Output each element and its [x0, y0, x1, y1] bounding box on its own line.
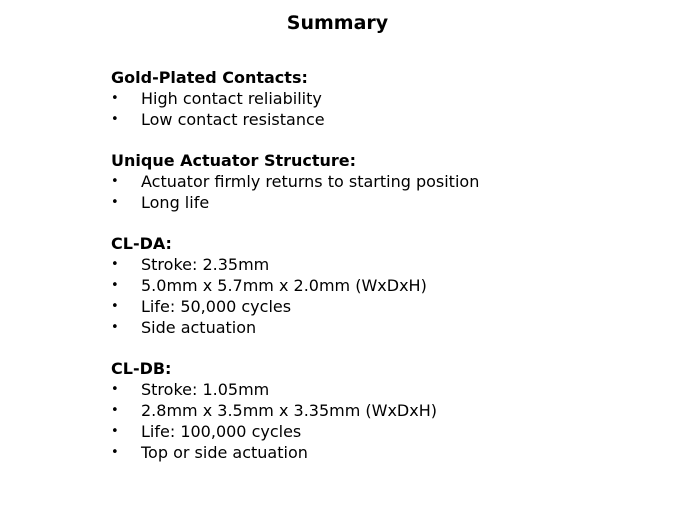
list-item: [111, 317, 651, 338]
bullet-icon: •: [111, 278, 119, 293]
list-item-text: Actuator firmly returns to starting position: [141, 172, 480, 191]
bullet-list: [111, 88, 651, 130]
list-item-text: Side actuation: [141, 318, 257, 337]
list-item: [111, 275, 651, 296]
section-heading: Gold-Plated Contacts:: [111, 68, 308, 87]
bullet-icon: •: [111, 257, 119, 272]
list-item: [111, 88, 651, 109]
bullet-list: [111, 379, 651, 463]
bullet-icon: •: [111, 403, 119, 418]
bullet-icon: •: [111, 320, 119, 335]
list-item: [111, 254, 651, 275]
section-cl-db: [111, 358, 651, 463]
section-heading: Unique Actuator Structure:: [111, 151, 357, 170]
list-item: [111, 442, 651, 463]
bullet-icon: •: [111, 195, 119, 210]
list-item: [111, 400, 651, 421]
list-item-text: 5.0mm x 5.7mm x 2.0mm (WxDxH): [141, 276, 427, 295]
list-item-text: Life: 100,000 cycles: [141, 422, 302, 441]
list-item: [111, 171, 651, 192]
list-item: [111, 421, 651, 442]
page-title: Summary: [286, 12, 389, 34]
bullet-icon: •: [111, 112, 119, 127]
section-heading: CL-DB:: [111, 359, 172, 378]
list-item: [111, 379, 651, 400]
bullet-list: [111, 171, 651, 213]
summary-content: [111, 67, 651, 483]
list-item-text: Stroke: 2.35mm: [141, 255, 270, 274]
list-item-text: Top or side actuation: [141, 443, 308, 462]
list-item-text: Long life: [141, 193, 210, 212]
list-item-text: 2.8mm x 3.5mm x 3.35mm (WxDxH): [141, 401, 437, 420]
bullet-icon: •: [111, 174, 119, 189]
bullet-icon: •: [111, 424, 119, 439]
bullet-icon: •: [111, 445, 119, 460]
bullet-list: [111, 254, 651, 338]
bullet-icon: •: [111, 91, 119, 106]
bullet-icon: •: [111, 382, 119, 397]
section-heading: CL-DA:: [111, 234, 172, 253]
list-item-text: High contact reliability: [141, 89, 322, 108]
section-cl-da: [111, 233, 651, 338]
list-item-text: Life: 50,000 cycles: [141, 297, 292, 316]
list-item: [111, 192, 651, 213]
bullet-icon: •: [111, 299, 119, 314]
section-unique-actuator-structure: [111, 150, 651, 213]
section-gold-plated-contacts: [111, 67, 651, 130]
list-item-text: Low contact resistance: [141, 110, 325, 129]
list-item: [111, 109, 651, 130]
list-item-text: Stroke: 1.05mm: [141, 380, 270, 399]
list-item: [111, 296, 651, 317]
